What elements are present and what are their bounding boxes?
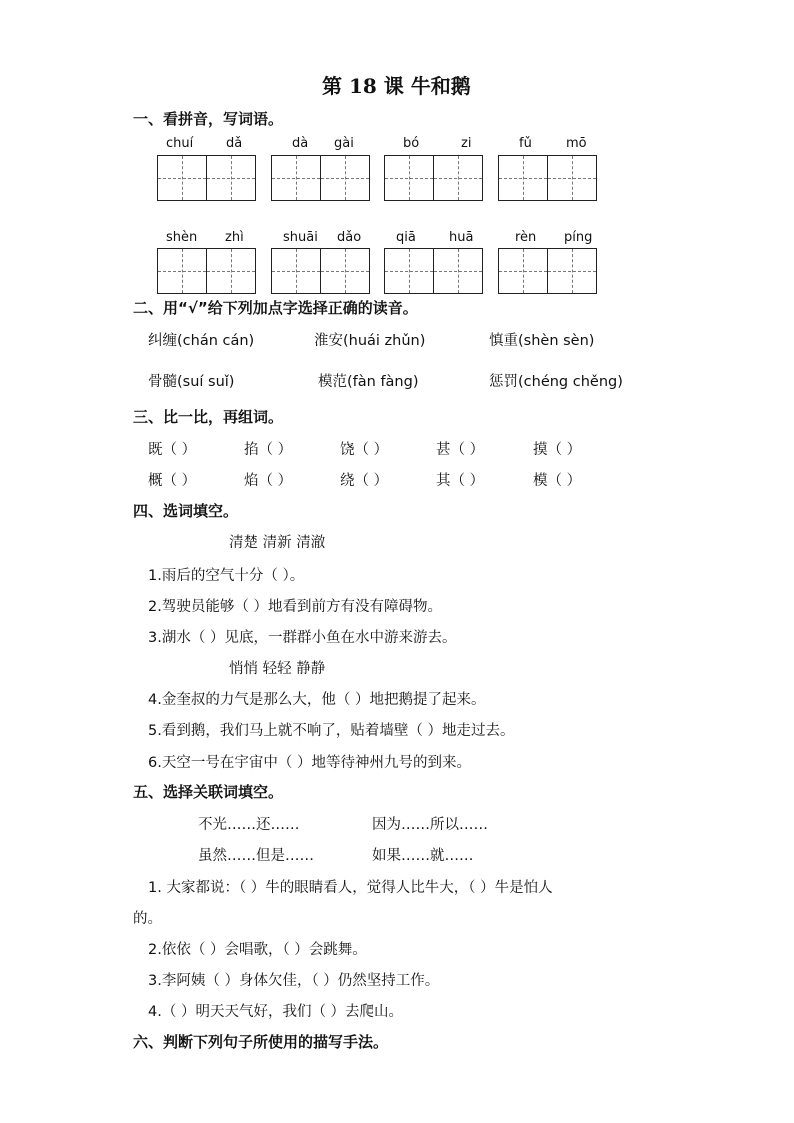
pinyin: fǔ	[519, 136, 532, 151]
writing-grid[interactable]	[498, 248, 597, 294]
reading-choice[interactable]: 淮安(huái zhǔn)	[314, 333, 426, 349]
writing-cell[interactable]	[384, 155, 434, 201]
pinyin: gài	[334, 136, 354, 151]
fill-question[interactable]: 6.天空一号在宇宙中（ ）地等待神州九号的到来。	[148, 755, 471, 771]
compare-item[interactable]: 饶（ ）	[340, 442, 389, 458]
writing-cell[interactable]	[320, 248, 370, 294]
writing-grid[interactable]	[157, 155, 256, 201]
writing-cell[interactable]	[157, 248, 207, 294]
reading-choice[interactable]: 惩罚(chéng chěng)	[489, 374, 623, 390]
writing-cell[interactable]	[206, 248, 256, 294]
pinyin: chuí	[166, 136, 194, 151]
pinyin: píng	[564, 230, 593, 245]
compare-item[interactable]: 掐（ ）	[244, 442, 293, 458]
pinyin: qiā	[396, 230, 416, 245]
fill-question[interactable]: 1.雨后的空气十分（ ）。	[148, 568, 305, 584]
section-3-heading: 三、比一比，再组词。	[133, 408, 284, 426]
compare-item[interactable]: 既（ ）	[148, 442, 197, 458]
fill-question[interactable]: 3.湖水（ ）见底，一群群小鱼在水中游来游去。	[148, 630, 457, 646]
fill-question[interactable]: 4.（ ）明天天气好，我们（ ）去爬山。	[148, 1004, 404, 1020]
reading-choice[interactable]: 模范(fàn fàng)	[318, 374, 419, 390]
compare-item[interactable]: 模（ ）	[533, 473, 582, 489]
writing-cell[interactable]	[433, 155, 483, 201]
conjunction-option: 因为……所以……	[372, 817, 488, 833]
pinyin: dǎo	[337, 230, 362, 245]
pinyin: huā	[449, 230, 474, 245]
pinyin: dà	[292, 136, 309, 151]
writing-cell[interactable]	[547, 248, 597, 294]
pinyin: mō	[566, 136, 587, 151]
writing-cell[interactable]	[384, 248, 434, 294]
section-6-heading: 六、判断下列句子所使用的描写手法。	[133, 1033, 389, 1051]
pinyin: zhì	[225, 230, 244, 245]
pinyin: bó	[403, 136, 420, 151]
pinyin: rèn	[515, 230, 537, 245]
writing-cell[interactable]	[498, 155, 548, 201]
writing-cell[interactable]	[547, 155, 597, 201]
writing-grid[interactable]	[157, 248, 256, 294]
writing-grid[interactable]	[271, 248, 370, 294]
section-5-heading: 五、选择关联词填空。	[133, 783, 284, 801]
fill-question[interactable]: 3.李阿姨（ ）身体欠佳，（ ）仍然坚持工作。	[148, 973, 440, 989]
writing-cell[interactable]	[320, 155, 370, 201]
section-1-heading: 一、看拼音，写词语。	[133, 110, 284, 128]
compare-item[interactable]: 其（ ）	[436, 473, 485, 489]
fill-question[interactable]: 2.依依（ ）会唱歌，（ ）会跳舞。	[148, 942, 367, 958]
writing-grid[interactable]	[498, 155, 597, 201]
fill-question[interactable]: 5.看到鹅，我们马上就不响了，贴着墙壁（ ）地走过去。	[148, 723, 515, 739]
compare-item[interactable]: 焰（ ）	[244, 473, 293, 489]
compare-item[interactable]: 摸（ ）	[533, 442, 582, 458]
conjunction-option: 不光……还……	[198, 817, 300, 833]
writing-grid[interactable]	[384, 248, 483, 294]
compare-item[interactable]: 绕（ ）	[340, 473, 389, 489]
compare-item[interactable]: 概（ ）	[148, 473, 197, 489]
compare-item[interactable]: 甚（ ）	[436, 442, 485, 458]
reading-choice[interactable]: 骨髓(suí suǐ)	[148, 374, 235, 390]
writing-grid[interactable]	[384, 155, 483, 201]
reading-choice[interactable]: 纠缠(chán cán)	[148, 333, 255, 349]
conjunction-option: 如果……就……	[372, 848, 474, 864]
pinyin: dǎ	[226, 136, 243, 151]
reading-choice[interactable]: 慎重(shèn sèn)	[489, 333, 595, 349]
pinyin: shuāi	[283, 230, 318, 245]
pinyin: zi	[461, 136, 472, 151]
writing-cell[interactable]	[433, 248, 483, 294]
fill-question[interactable]: 2.驾驶员能够（ ）地看到前方有没有障碍物。	[148, 599, 442, 615]
writing-grid[interactable]	[271, 155, 370, 201]
fill-question-continued: 的。	[133, 911, 162, 927]
writing-cell[interactable]	[498, 248, 548, 294]
section-4-heading: 四、选词填空。	[133, 502, 239, 520]
section-2-heading: 二、用“√”给下列加点字选择正确的读音。	[133, 299, 418, 317]
writing-cell[interactable]	[157, 155, 207, 201]
fill-question[interactable]: 1. 大家都说：（ ）牛的眼睛看人，觉得人比牛大，（ ）牛是怕人	[148, 880, 553, 896]
writing-cell[interactable]	[206, 155, 256, 201]
page-title: 第 18 课 牛和鹅	[322, 74, 471, 98]
pinyin: shèn	[166, 230, 198, 245]
fill-question[interactable]: 4.金奎叔的力气是那么大，他（ ）地把鹅提了起来。	[148, 692, 486, 708]
writing-cell[interactable]	[271, 248, 321, 294]
word-bank: 悄悄 轻轻 静静	[229, 661, 326, 677]
word-bank: 清楚 清新 清澈	[229, 535, 326, 551]
writing-cell[interactable]	[271, 155, 321, 201]
conjunction-option: 虽然……但是……	[198, 848, 314, 864]
